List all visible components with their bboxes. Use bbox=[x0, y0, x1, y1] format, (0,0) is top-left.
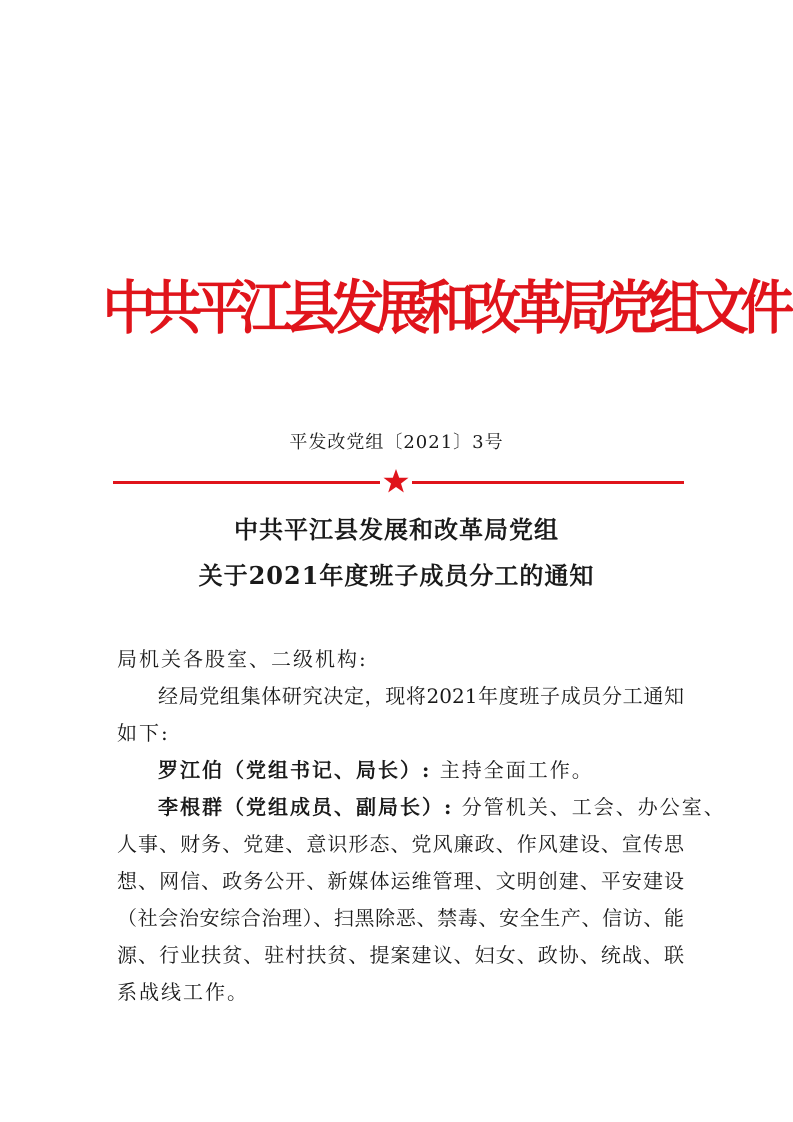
member1-name: 罗江伯（党组书记、局长）: bbox=[158, 758, 432, 782]
notice-title-line2: 关于2021年度班子成员分工的通知 bbox=[198, 561, 595, 590]
member1-paragraph bbox=[158, 754, 594, 783]
member2-name: 李根群（党组成员、副局长）: bbox=[158, 795, 454, 819]
red-header-title: 中共平江县发展和改革局党组文件 bbox=[102, 274, 786, 342]
member2-duty-line4: （社会治安综合治理）、扫黑除恶、禁毒、安全生产、信访、能 bbox=[117, 906, 684, 930]
red-rule-right bbox=[412, 481, 684, 484]
document-number: 平发改党组〔2021〕3号 bbox=[289, 432, 504, 453]
notice-title-line1: 中共平江县发展和改革局党组 bbox=[234, 515, 559, 544]
salutation: 局机关各股室、二级机构: bbox=[117, 647, 368, 671]
intro-line-2: 如下: bbox=[117, 721, 170, 745]
red-rule-left bbox=[113, 481, 380, 484]
member2-duty-line1: 分管机关、工会、办公室、 bbox=[461, 795, 726, 819]
member2-duty-line5: 源、行业扶贫、驻村扶贫、提案建议、妇女、政协、统战、联 bbox=[117, 943, 684, 967]
red-star-icon bbox=[381, 466, 411, 496]
member2-duty-line2: 人事、财务、党建、意识形态、党风廉政、作风建设、宣传思 bbox=[117, 832, 684, 856]
member2-duty-line3: 想、网信、政务公开、新媒体运维管理、文明创建、平安建设 bbox=[117, 869, 684, 893]
intro-line-1: 经局党组集体研究决定，现将2021年度班子成员分工通知 bbox=[158, 684, 684, 708]
member2-duty-line6: 系战线工作。 bbox=[117, 980, 249, 1004]
member2-paragraph-line1 bbox=[158, 791, 726, 820]
member1-duty: 主持全面工作。 bbox=[439, 758, 594, 782]
